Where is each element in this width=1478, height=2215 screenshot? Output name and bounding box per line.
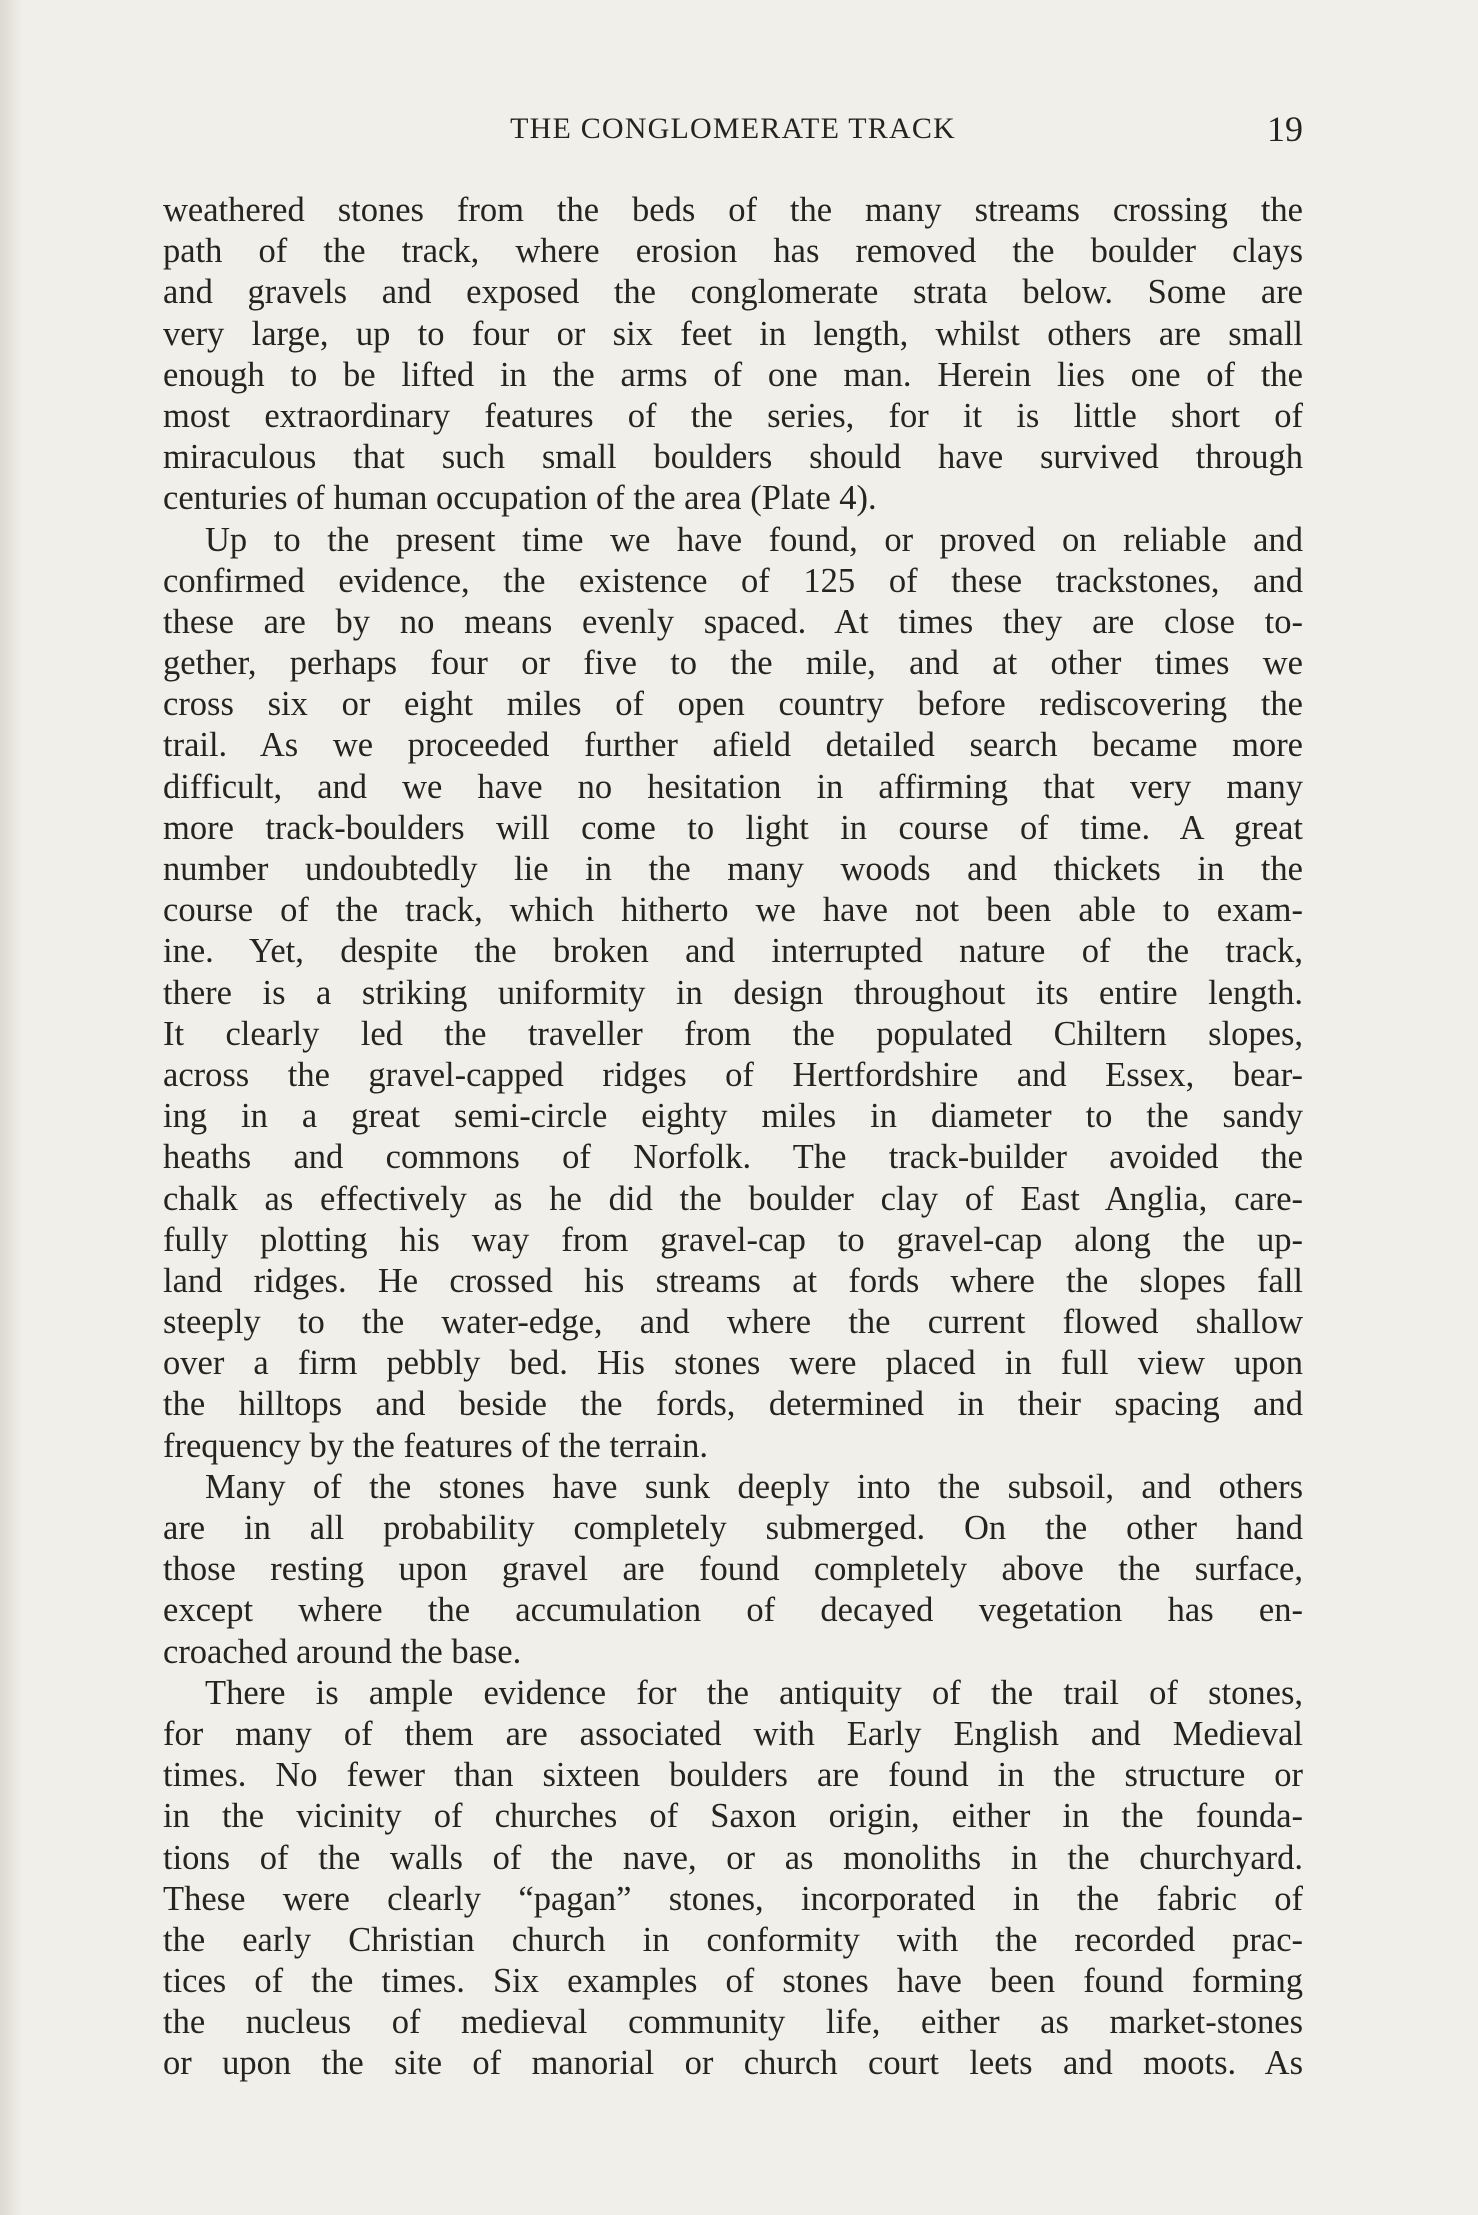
text-line: over a firm pebbly bed. His stones were placed in full view upon	[163, 1344, 1303, 1383]
text-line: These were clearly “pagan” stones, incorporated in the fabric of	[163, 1879, 1303, 1918]
text-line: confirmed evidence, the existence of 125 of these trackstones, and	[163, 561, 1303, 600]
text-line: the nucleus of medieval community life, either as market-stones	[163, 2003, 1303, 2042]
text-line: course of the track, which hitherto we have not been able to exam-	[163, 891, 1303, 930]
text-line: enough to be lifted in the arms of one man. Herein lies one of the	[163, 355, 1303, 394]
text-line: more track-boulders will come to light in course of time. A great	[163, 808, 1303, 847]
text-line: path of the track, where erosion has removed the boulder clays	[163, 232, 1303, 271]
text-line: ine. Yet, despite the broken and interrupted nature of the track,	[163, 932, 1303, 971]
text-line: these are by no means evenly spaced. At times they are close to-	[163, 602, 1303, 641]
text-line: land ridges. He crossed his streams at fords where the slopes fall	[163, 1261, 1303, 1300]
text-line: and gravels and exposed the conglomerate strata below. Some are	[163, 273, 1303, 312]
text-line: difficult, and we have no hesitation in affirming that very many	[163, 767, 1303, 806]
text-line: fully plotting his way from gravel-cap to gravel-cap along the up-	[163, 1220, 1303, 1259]
body-text	[163, 190, 1303, 2085]
text-line: cross six or eight miles of open country before rediscovering the	[163, 685, 1303, 724]
text-line: for many of them are associated with Early English and Medieval	[163, 1714, 1303, 1753]
text-line: trail. As we proceeded further afield detailed search became more	[163, 726, 1303, 765]
text-line: tions of the walls of the nave, or as monoliths in the churchyard.	[163, 1838, 1303, 1877]
page-edge-shadow	[0, 0, 22, 2215]
text-line: ing in a great semi-circle eighty miles in diameter to the sandy	[163, 1097, 1303, 1136]
text-line: chalk as effectively as he did the boulder clay of East Anglia, care-	[163, 1179, 1303, 1218]
text-line: are in all probability completely submerged. On the other hand	[163, 1509, 1303, 1547]
text-line: tices of the times. Six examples of stones have been found forming	[163, 1962, 1303, 2001]
text-line: times. No fewer than sixteen boulders are found in the structure or	[163, 1756, 1303, 1795]
text-line: steeply to the water-edge, and where the current flowed shallow	[163, 1303, 1303, 1342]
text-line: very large, up to four or six feet in length, whilst others are small	[163, 314, 1303, 353]
text-line: It clearly led the traveller from the populated Chiltern slopes,	[163, 1014, 1303, 1053]
text-line: weathered stones from the beds of the many streams crossing the	[163, 191, 1303, 229]
text-line: gether, perhaps four or five to the mile, and at other times we	[163, 644, 1303, 683]
text-line: the early Christian church in conformity with the recorded prac-	[163, 1920, 1303, 1959]
text-line: in the vicinity of churches of Saxon origin, either in the founda-	[163, 1797, 1303, 1836]
text-line: frequency by the features of the terrain.	[163, 1426, 709, 1465]
text-line: miraculous that such small boulders should have survived through	[163, 438, 1303, 477]
text-line: there is a striking uniformity in design throughout its entire length.	[163, 973, 1303, 1012]
running-title: THE CONGLOMERATE TRACK	[510, 112, 956, 145]
text-line: There is ample evidence for the antiquity of the trail of stones,	[205, 1673, 1303, 1712]
text-line: croached around the base.	[163, 1632, 522, 1671]
text-line: except where the accumulation of decayed vegetation has en-	[163, 1591, 1303, 1630]
text-line: number undoubtedly lie in the many woods and thickets in the	[163, 850, 1303, 888]
page-number: 19	[1267, 109, 1303, 149]
text-line: Up to the present time we have found, or proved on reliable and	[205, 520, 1303, 559]
text-line: centuries of human occupation of the area (Plate 4).	[163, 479, 877, 518]
text-line: Many of the stones have sunk deeply into the subsoil, and others	[205, 1467, 1303, 1506]
text-line: most extraordinary features of the series, for it is little short of	[163, 396, 1303, 435]
text-line: the hilltops and beside the fords, determined in their spacing and	[163, 1385, 1303, 1424]
text-line: those resting upon gravel are found completely above the surface,	[163, 1550, 1303, 1589]
text-line: or upon the site of manorial or church court leets and moots. As	[163, 2044, 1303, 2083]
running-header	[163, 108, 1303, 158]
text-line: heaths and commons of Norfolk. The track-builder avoided the	[163, 1138, 1303, 1177]
text-line: across the gravel-capped ridges of Hertfordshire and Essex, bear-	[163, 1055, 1303, 1094]
